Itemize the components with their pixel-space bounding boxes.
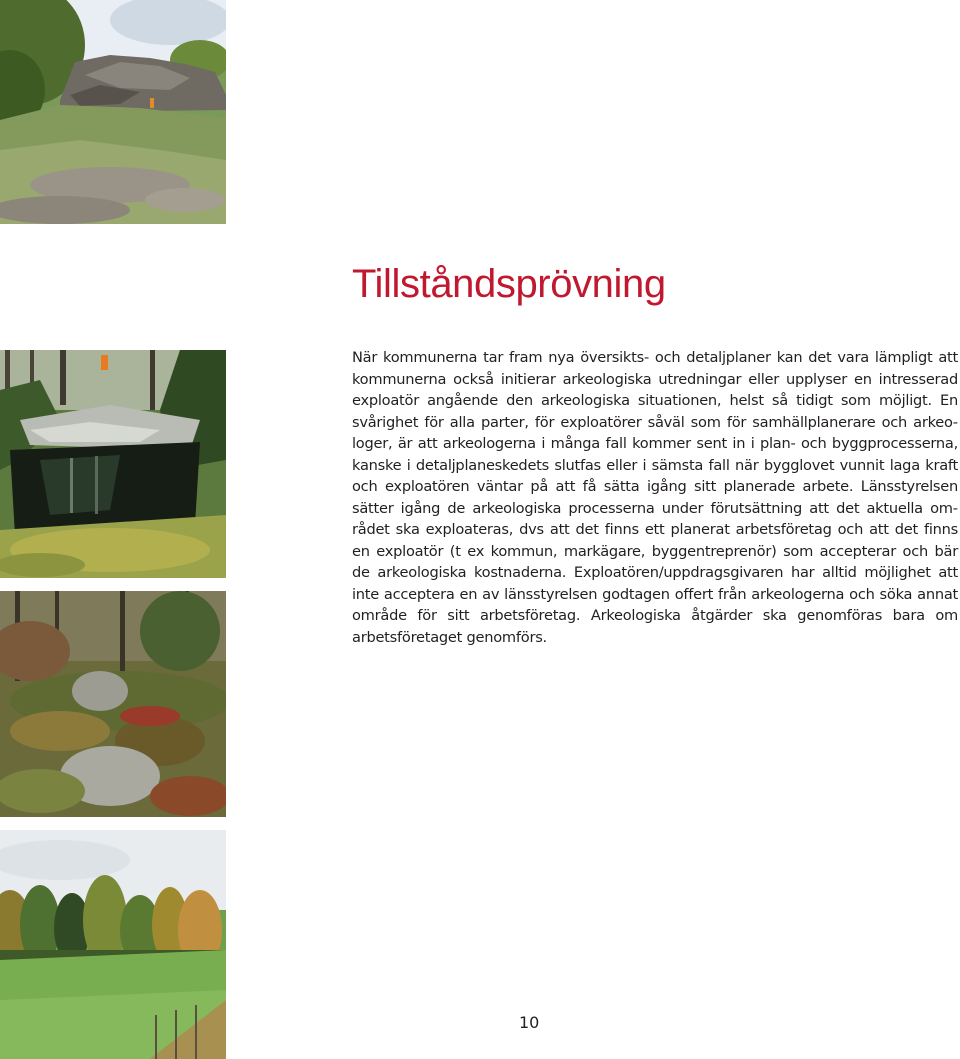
photo-forest-boulders [0,591,226,817]
body-paragraph: När kommunerna tar fram nya översikts- och detaljplaner kan det vara lämpligt att kommunerna också initierar arkeologiska utredningar eller upplyser en intresserad exploatör angående den arkeologiska situationen, helst så tidigt som möjligt. En svårighet för alla parter, för exploatörer såväl som för samhällplanerare och arkeologer, är att arkeologerna i många fall kommer sent in i plan- och byggprocesserna, kanske i detaljplaneskedets slutfas eller i sämsta fall när bygglovet vunnit laga kraft och exploatören väntar på att få sätta igång sitt planerade arbete. Länsstyrelsen sätter igång de arkeologiska processerna under förutsättning att det aktuella området ska exploateras, dvs att det finns ett planerat arbetsföretag och att det finns en exploatör (t ex kommun, markägare, byggentreprenör) som accepterar och bär de arkeologiska kostnaderna. Exploatören/uppdragsgivaren har alltid möjlighet att inte acceptera en av länsstyrelsen godtagen offert från arkeologerna och söka annat område för sitt arbetsföretag. Arkeologiska åtgärder ska genomföras bara om arbetsföretaget genomförs. [352,349,958,646]
page-number: 10 [519,1013,540,1032]
photo-forest-pond [0,350,226,578]
photo-meadow-treeline [0,830,226,1059]
photo-rock-outcrop [0,0,226,224]
page-title: Tillståndsprövning [352,262,666,306]
